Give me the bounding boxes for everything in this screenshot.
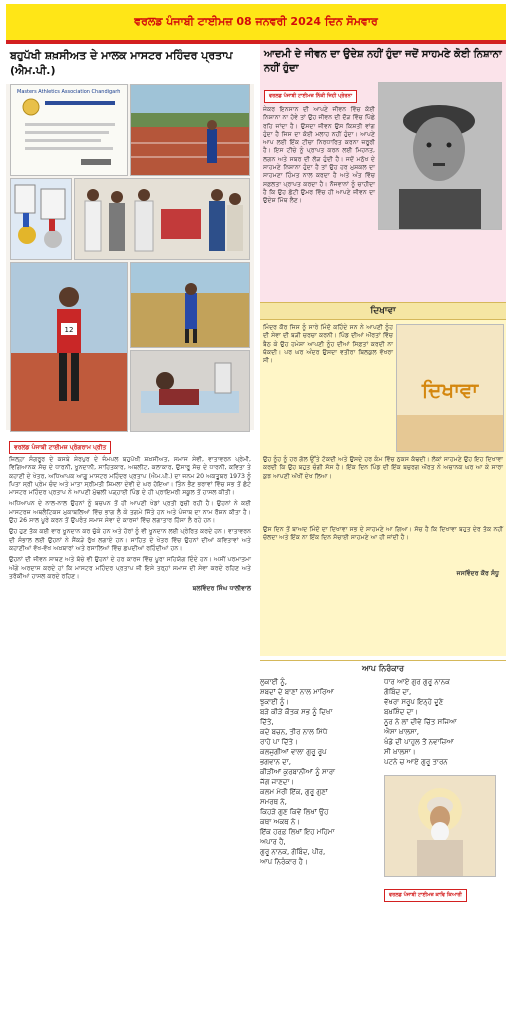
- dikhava-paragraph-1: ਮਿੰਦਰ ਕੌਰ ਜਿਸ ਨੂੰ ਸਾਰੇ ਮਿੰਦੋ ਕਹਿੰਦੇ ਸਨ ਨੇ ਆਪਣੀ ਨੂੰਹ ਦੀ ਸੇਵਾ ਦੀ ਬੜੀ ਚਰਚਾ ਕਰਨੀ। ਪਿੰਡ ਦੀਆਂ ਔਰਤਾਂ ਵਿੱਚ ਬੈਠ ਕੇ ਉਹ ਹਮੇਸ਼ਾ ਆਪਣੀ ਨੂੰਹ ਦੀਆਂ ਸਿਫ਼ਤਾਂ ਕਰਦੀ ਨਾ ਥੱਕਦੀ। ਪਰ ਘਰ ਅੰਦਰ ਉਸਦਾ ਵਤੀਰਾ ਬਿਲਕੁਲ ਵੱਖਰਾ ਸੀ।: [263, 324, 393, 365]
- poem-line: ਖੰਡੇ ਦੀ ਪਾਹੁਲ ਤੋਂ ਨਵਾਜ਼ਿਆ: [384, 738, 454, 746]
- poem-line: ਰਾਹੇ ਪਾ ਦਿੱਤੇ।: [260, 738, 298, 746]
- runner-photo: [10, 262, 128, 432]
- medals-photo: [10, 178, 72, 260]
- poem-line: ਸਮਰਥ ਨੇ,: [260, 798, 287, 806]
- dikhava-graphic: [397, 325, 503, 451]
- photo-collage: [6, 84, 254, 430]
- group-graphic: [75, 179, 249, 259]
- left-signature: ਬਲਵਿੰਦਰ ਸਿੰਘ ਧਾਲੀਵਾਲ: [192, 585, 251, 593]
- dikhava-paragraph-3: ਉਸ ਦਿਨ ਤੋਂ ਬਾਅਦ ਮਿੰਦੋ ਦਾ ਦਿਖਾਵਾ ਸਭ ਦੇ ਸਾਹਮਣੇ ਆ ਗਿਆ। ਸੱਚ ਹੈ ਕਿ ਦਿਖਾਵਾ ਬਹੁਤ ਦੇਰ ਤੱਕ ਨਹੀਂ ਚੱਲਦਾ ਅਤੇ ਇੱਕ ਨਾ ਇੱਕ ਦਿਨ ਸੱਚਾਈ ਸਾਹਮਣੇ ਆ ਹੀ ਜਾਂਦੀ ਹੈ।: [263, 526, 503, 542]
- poem-left-col: [384, 677, 502, 902]
- poem-line: ਅਪਾਰ ਹੈ,: [260, 838, 286, 846]
- poem-line: ਐਸਾ ਖ਼ਾਲਸਾ,: [384, 728, 419, 736]
- poem-line: ਭਗਵਾਨ ਦਾ,: [260, 758, 292, 766]
- poem-line: ਕੀੜੀਆਂ ਕੁਰਬਾਨੀਆਂ ਨੂੰ ਸਾਰਾ: [260, 768, 336, 776]
- dikhava-image: [396, 324, 504, 452]
- poem-line: ਕਦੇ ਬਚਨ, ਤੀਰ ਨਾਲ ਮਿੱਧੇ: [260, 728, 328, 736]
- left-paragraph-3: ਉਹ ਹੁਣ ਤੱਕ ਕਈ ਵਾਰ ਖੂਨਦਾਨ ਕਰ ਚੁੱਕੇ ਹਨ ਅਤੇ ਹੋਰਾਂ ਨੂੰ ਵੀ ਖੂਨਦਾਨ ਲਈ ਪ੍ਰੇਰਿਤ ਕਰਦੇ ਹਨ। ਵਾਤਾਵਰਨ ਦੀ ਸੰਭਾਲ ਲਈ ਉਹਨਾਂ ਨੇ ਸੈਂਕੜੇ ਰੁੱਖ ਲਗਾਏ ਹਨ। ਸਾਹਿਤ ਦੇ ਖੇਤਰ ਵਿੱਚ ਉਹਨਾਂ ਦੀਆਂ ਕਵਿਤਾਵਾਂ ਅਤੇ ਕਹਾਣੀਆਂ ਵੱਖ-ਵੱਖ ਅਖ਼ਬਾਰਾਂ ਅਤੇ ਰਸਾਲਿਆਂ ਵਿੱਚ ਛਪਦੀਆਂ ਰਹਿੰਦੀਆਂ ਹਨ।: [9, 528, 251, 552]
- left-paragraph-4: ਉਹਨਾਂ ਦੀ ਜੀਵਨ ਸਾਥਣ ਅਤੇ ਬੱਚੇ ਵੀ ਉਹਨਾਂ ਦੇ ਹਰ ਕਾਰਜ ਵਿੱਚ ਪੂਰਾ ਸਹਿਯੋਗ ਦਿੰਦੇ ਹਨ। ਅਸੀਂ ਪਰਮਾਤਮਾ ਅੱਗੇ ਅਰਦਾਸ ਕਰਦੇ ਹਾਂ ਕਿ ਮਾਸਟਰ ਮਹਿੰਦਰ ਪ੍ਰਤਾਪ ਜੀ ਇਸੇ ਤਰ੍ਹਾਂ ਸਮਾਜ ਦੀ ਸੇਵਾ ਕਰਦੇ ਰਹਿਣ ਅਤੇ ਤਰੱਕੀਆਂ ਹਾਸਲ ਕਰਦੇ ਰਹਿਣ।: [9, 556, 251, 580]
- left-byline-wrap: [6, 430, 254, 456]
- left-column: [6, 44, 254, 1020]
- poem-line: ਸ਼ਬਦਾਂ ਦੇ ਬਾਣਾਂ ਨਾਲ ਮਾਰਿਆ: [260, 688, 335, 696]
- dikhava-image-word: ਦਿਖਾਵਾ: [421, 378, 479, 402]
- poem-line: ਧਾਰ ਆਏ ਗੁਰ ਗੁਰੂ ਨਾਨਕ: [384, 678, 450, 686]
- portrait-graphic: [379, 83, 501, 229]
- track-photo: [130, 84, 250, 176]
- right-article-headline: ਆਦਮੀ ਦੇ ਜੀਵਨ ਦਾ ਉਦੇਸ਼ ਨਹੀਂ ਹੁੰਦਾ ਜਦੋਂ ਸਾਹਮਣੇ ਕੋਈ ਨਿਸ਼ਾਨਾ ਨਹੀਂ ਹੁੰਦਾ: [264, 49, 502, 74]
- poem-line: ਸੀ ਖ਼ਾਲਸਾ।: [384, 748, 416, 756]
- right-byline: ਵਰਲਡ ਪੰਜਾਬੀ ਟਾਈਮਜ਼ ਨਿੱਕੀ ਜਿਹੀ ਪ੍ਰੇਰਨਾ: [264, 90, 357, 103]
- field-photo: [130, 262, 250, 348]
- poem-line: ਗੁਰੂ ਨਾਨਕ, ਗੋਬਿੰਦ, ਪੀਰ,: [260, 848, 326, 856]
- poem-line: ਕਿਹੜੇ ਗੁਣ ਕਿਵੇਂ ਲਿਖਾਂ ਉਹ: [260, 808, 329, 816]
- purpose-body-wrap: [260, 80, 506, 292]
- track-graphic: [131, 85, 249, 175]
- poem-line: ਕਲਮ ਮੇਰੀ ਇੱਕ, ਗੁਰੂ ਗੁਣਾਂ: [260, 788, 328, 796]
- poem-line: ਬਖ਼ਸ਼ਿੰਦ ਦਾ।: [384, 708, 418, 716]
- left-paragraph-2: ਅਧਿਆਪਨ ਦੇ ਨਾਲ-ਨਾਲ ਉਹਨਾਂ ਨੂੰ ਬਚਪਨ ਤੋਂ ਹੀ ਆਪਣੀ ਖੇਡਾਂ ਪ੍ਰਤੀ ਰੁਚੀ ਰਹੀ ਹੈ। ਉਹਨਾਂ ਨੇ ਕਈ ਮਾਸਟਰਜ਼ ਅਥਲੈਟਿਕਸ ਮੁਕਾਬਲਿਆਂ ਵਿੱਚ ਭਾਗ ਲੈ ਕੇ ਤਗਮੇ ਜਿੱਤੇ ਹਨ ਅਤੇ ਪੰਜਾਬ ਦਾ ਨਾਮ ਰੌਸ਼ਨ ਕੀਤਾ ਹੈ। ਉਹ 26 ਸਾਲ ਪੂਰੇ ਕਰਨ ਤੋਂ ਉਪਰੰਤ ਸਮਾਜ ਸੇਵਾ ਦੇ ਕਾਰਜਾਂ ਵਿੱਚ ਲਗਾਤਾਰ ਹਿੱਸਾ ਲੈ ਰਹੇ ਹਨ।: [9, 500, 251, 525]
- dikhava-section-title: ਦਿਖਾਵਾ: [260, 302, 506, 320]
- right-article-body: ਜੇਕਰ ਇਨਸਾਨ ਦੀ ਆਪਣੇ ਜੀਵਨ ਵਿੱਚ ਕੋਈ ਨਿਸ਼ਾਨਾ ਨਾ ਹੋਵੇ ਤਾਂ ਉਹ ਜੀਵਨ ਦੀ ਦੌੜ ਵਿੱਚ ਪਿੱਛੇ ਰਹਿ ਜਾਂਦਾ ਹੈ। ਉਸਦਾ ਜੀਵਨ ਉਸ ਕਿਸ਼ਤੀ ਵਾਂਗ ਹੁੰਦਾ ਹੈ ਜਿਸ ਦਾ ਕੋਈ ਮਲਾਹ ਨਹੀਂ ਹੁੰਦਾ। ਆਪਣੇ ਆਪ ਲਈ ਇੱਕ ਟੀਚਾ ਨਿਰਧਾਰਿਤ ਕਰਨਾ ਜ਼ਰੂਰੀ ਹੈ। ਇਸ ਟੀਚੇ ਨੂੰ ਪ੍ਰਾਪਤ ਕਰਨ ਲਈ ਮਿਹਨਤ, ਲਗਨ ਅਤੇ ਸਬਰ ਦੀ ਲੋੜ ਹੁੰਦੀ ਹੈ। ਜਦੋਂ ਮਨੁੱਖ ਦੇ ਸਾਹਮਣੇ ਨਿਸ਼ਾਨਾ ਹੁੰਦਾ ਹੈ ਤਾਂ ਉਹ ਹਰ ਮੁਸ਼ਕਲ ਦਾ ਸਾਹਮਣਾ ਹਿੰਮਤ ਨਾਲ ਕਰਦਾ ਹੈ ਅਤੇ ਅੰਤ ਵਿੱਚ ਸਫ਼ਲਤਾ ਪ੍ਰਾਪਤ ਕਰਦਾ ਹੈ। ਨੌਜਵਾਨਾਂ ਨੂੰ ਚਾਹੀਦਾ ਹੈ ਕਿ ਉਹ ਛੋਟੀ ਉਮਰ ਵਿੱਚ ਹੀ ਆਪਣੇ ਜੀਵਨ ਦਾ ਉਦੇਸ਼ ਮਿੱਥ ਲੈਣ।: [263, 106, 375, 205]
- blood-donation-photo: [130, 350, 250, 432]
- left-article-headline: ਬਹੁਪੱਖੀ ਸ਼ਖ਼ਸੀਅਤ ਦੇ ਮਾਲਕ ਮਾਸਟਰ ਮਹਿੰਦਰ ਪ੍ਰਤਾਪ (ਐਮ.ਪੀ.): [10, 49, 233, 77]
- poem-line: ਜੱਗ ਜਾਣਦਾ।: [260, 778, 295, 786]
- dikhava-signature: ਜਸਵਿੰਦਰ ਕੌਰ ਸੰਧੂ: [456, 570, 499, 577]
- group-photo: [74, 178, 250, 260]
- poem-right-col: [260, 677, 380, 867]
- right-byline-wrap: [264, 82, 357, 103]
- certificate-graphic: [11, 85, 127, 175]
- bib-number: 12: [64, 326, 74, 334]
- poem-line: ਝੁਕਾਈ ਨੂੰ।: [260, 698, 290, 706]
- poem-line: ਵੱਖਰਾ ਸਰੂਪ ਇਨ੍ਹੇ ਦੂਣੇ: [384, 698, 444, 706]
- poem-line: ਆਪ ਨਿਰੰਕਾਰ ਹੈ।: [260, 858, 308, 866]
- medals-graphic: [11, 179, 71, 259]
- dikhava-paragraph-2: ਉਹ ਨੂੰਹ ਨੂੰ ਹਰ ਗੱਲ ਉੱਤੇ ਟੋਕਦੀ ਅਤੇ ਉਸਦੇ ਹਰ ਕੰਮ ਵਿੱਚ ਨੁਕਸ ਕੱਢਦੀ। ਲੋਕਾਂ ਸਾਹਮਣੇ ਉਹ ਇਹ ਦਿਖਾਵਾ ਕਰਦੀ ਕਿ ਉਹ ਬਹੁਤ ਚੰਗੀ ਸੱਸ ਹੈ। ਇੱਕ ਦਿਨ ਪਿੰਡ ਦੀ ਇੱਕ ਬਜ਼ੁਰਗ ਔਰਤ ਨੇ ਅਚਾਨਕ ਘਰ ਆ ਕੇ ਸਾਰਾ ਕੁਝ ਆਪਣੀ ਅੱਖੀਂ ਦੇਖ ਲਿਆ।: [263, 456, 503, 480]
- poem-line: ਗੋਬਿੰਦ ਦਾ,: [384, 688, 412, 696]
- guru-portrait: [384, 775, 496, 877]
- donation-graphic: [131, 351, 249, 431]
- poem-line: ਬੜੇ ਕੀੜੇ ਕੌਤਕ ਸਭ ਨੂੰ ਦਿਖਾ: [260, 708, 333, 716]
- poem-byline: ਵਰਲਡ ਪੰਜਾਬੀ ਟਾਈਮਜ਼ ਕਾਵਿ ਕਿਆਰੀ: [384, 889, 467, 902]
- poem-line: ਲੁਕਾਈ ਨੂੰ,: [260, 678, 288, 686]
- poem-line: ਦਿੱਤੇ,: [260, 718, 274, 726]
- field-graphic: [131, 263, 249, 347]
- poem-line: ਨੂਰ ਨੇ ਲਾਂ ਦੀਵੇ ਚਿੱਤ ਸਜਿਆ: [384, 718, 457, 726]
- poem-line: ਇੱਕ ਹਰਫ਼ ਲਿਖਾਂ ਇਹ ਮਹਿਮਾ: [260, 828, 335, 836]
- masthead-title: ਵਰਲਡ ਪੰਜਾਬੀ ਟਾਈਮਜ਼ 08 ਜਨਵਰੀ 2024 ਦਿਨ ਸੋਮਵਾਰ: [134, 15, 378, 28]
- masthead: [6, 4, 506, 44]
- poem-line: ਕਲਜੁਗੀਆਂ ਵਾਲਾ ਗੁਰੂ ਰੂਪ: [260, 748, 327, 756]
- left-byline: ਵਰਲਡ ਪੰਜਾਬੀ ਟਾਈਮਜ਼ ਪ੍ਰੋਗਰਾਮ ਪ੍ਰੀਤ: [9, 441, 111, 454]
- portrait-photo: [378, 82, 502, 230]
- poem-line: ਪਟਨੇ ਚ ਆਏ ਗੁਰੂ ਤਾਰਨ: [384, 758, 448, 766]
- poem-byline-wrap: [384, 881, 502, 902]
- poem-wrap: [260, 677, 506, 1017]
- purpose-article: [260, 44, 506, 302]
- certificate-image: [10, 84, 128, 176]
- left-paragraph-1: ਜ਼ਿਲ੍ਹਾ ਸੰਗਰੂਰ ਦੇ ਕਸਬੇ ਸ਼ੇਰਪੁਰ ਦੇ ਜੰਮਪਲ ਬਹੁਪੱਖੀ ਸ਼ਖ਼ਸੀਅਤ, ਸਮਾਜ ਸੇਵੀ, ਵਾਤਾਵਰਨ ਪ੍ਰੇਮੀ, ਵਿਗਿਆਨਕ ਸੋਚ ਦੇ ਧਾਰਨੀ, ਖੂਨਦਾਨੀ, ਸਾਹਿਤਕਾਰ, ਅਥਲੀਟ, ਕਲਾਕਾਰ, ਉਸਾਰੂ ਸੋਚ ਦੇ ਧਾਰਨੀ, ਕਵਿਤਾ ਤੇ ਕਹਾਣੀ ਦੇ ਖੇਤਰ, ਅਧਿਆਪਕ ਆਗੂ ਮਾਸਟਰ ਮਹਿੰਦਰ ਪ੍ਰਤਾਪ (ਐਮ.ਪੀ.) ਦਾ ਜਨਮ 20 ਅਕਤੂਬਰ 1973 ਨੂੰ ਪਿਤਾ ਸ੍ਰੀ ਪ੍ਰੇਮ ਚੰਦ ਅਤੇ ਮਾਤਾ ਸ੍ਰੀਮਤੀ ਸ਼ਿਮਲਾ ਦੇਵੀ ਦੇ ਘਰ ਹੋਇਆ। ਤਿੰਨ ਭੈਣ ਭਰਾਵਾਂ ਵਿੱਚ ਸਭ ਤੋਂ ਛੋਟੇ ਮਾਸਟਰ ਮਹਿੰਦਰ ਪ੍ਰਤਾਪ ਨੇ ਆਪਣੀ ਮੁੱਢਲੀ ਪੜ੍ਹਾਈ ਪਿੰਡ ਦੇ ਹੀ ਪ੍ਰਾਇਮਰੀ ਸਕੂਲ ਤੋਂ ਹਾਸਲ ਕੀਤੀ।: [9, 456, 251, 497]
- aap-nirankar-title: ਆਪ ਨਿਰੰਕਾਰ: [260, 661, 506, 677]
- dikhava-article: [260, 320, 506, 656]
- guru-graphic: [385, 776, 495, 876]
- aap-nirankar-section: [260, 660, 506, 1021]
- certificate-title: Masters Athletics Association Chandigarh: [17, 89, 121, 95]
- poem-line: ਕਥਾ ਅਕਥ ਨੇ।: [260, 818, 300, 826]
- runner-graphic: [11, 263, 127, 431]
